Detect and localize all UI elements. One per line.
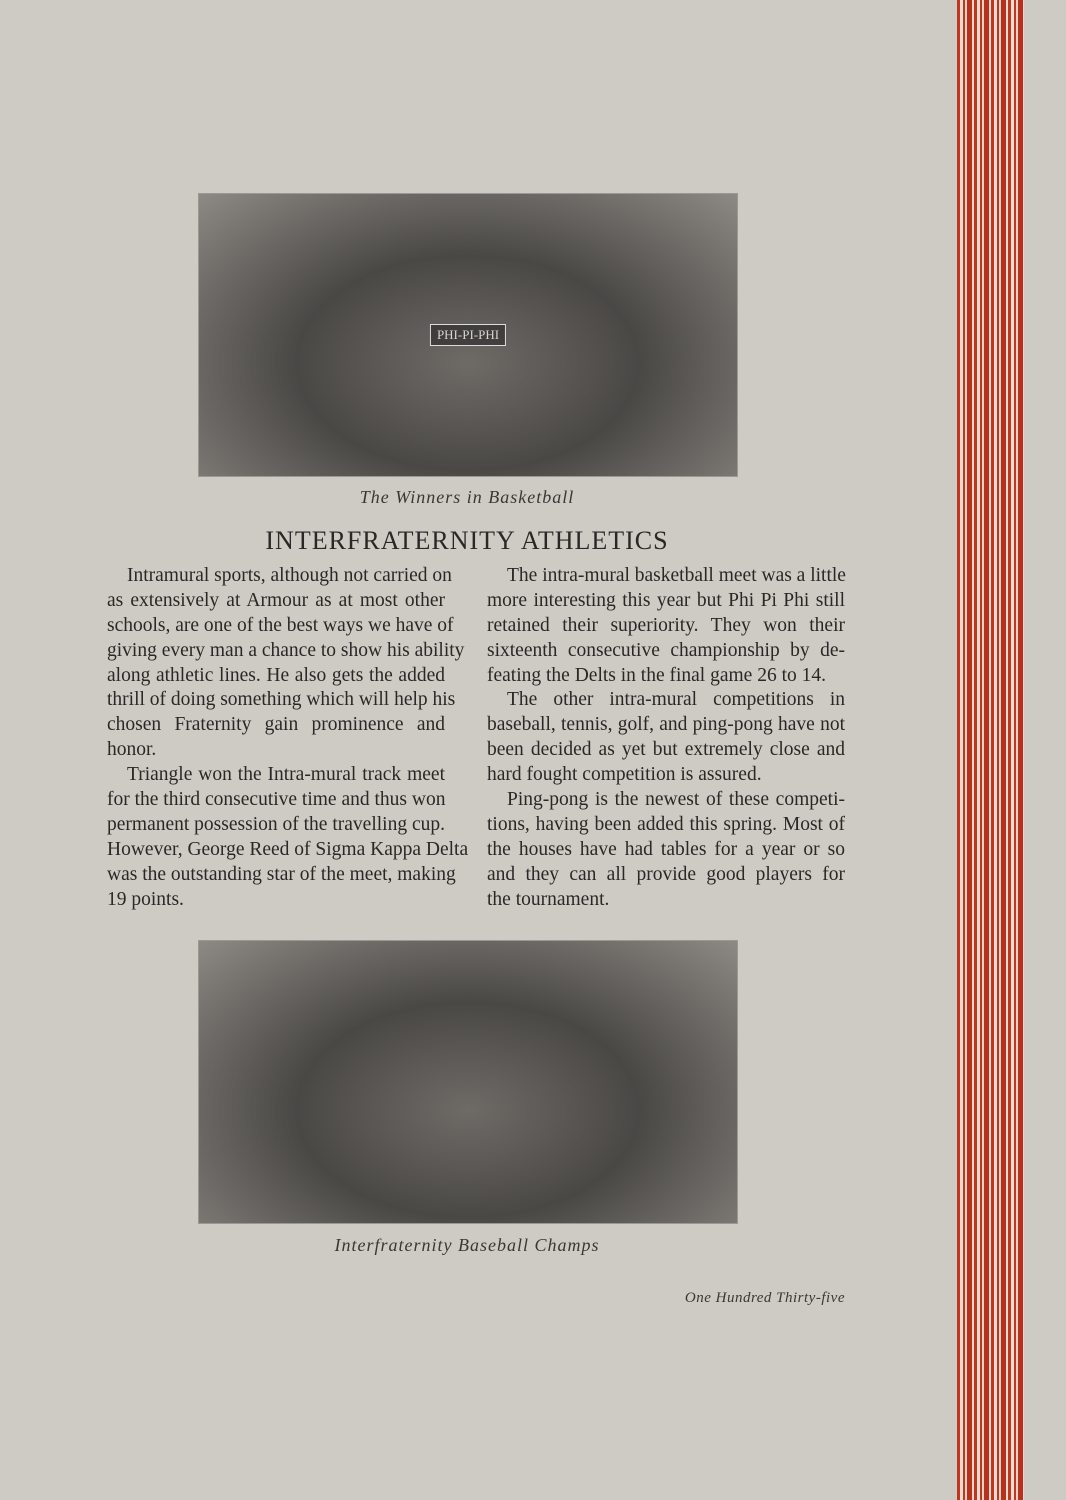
left-column [107,564,469,912]
text-line: Intramural sports, although not carried on [127,565,452,586]
text-line: and they can all provide good players for [487,863,845,885]
text-line: honor. [107,739,157,761]
text-line: thrill of doing something which will help his [107,689,456,711]
right-column [487,564,845,912]
jersey-text: PHI-PI-PHI [430,324,506,346]
text-line: permanent possession of the travelling cup. [107,813,445,835]
page-title: INTERFRATERNITY ATHLETICS [265,526,669,555]
red-stripe-border [957,0,1024,1500]
text-line: Triangle won the Intra-mural track meet [127,764,445,786]
basketball-photo-caption: The Winners in Basketball [359,487,575,507]
text-line: feating the Delts in the final game 26 to 14. [487,664,826,686]
basketball-team-photo [198,193,738,477]
text-line: the tournament. [487,888,610,910]
baseball-team-photo [198,940,738,1224]
text-line: along athletic lines. He also gets the added [107,664,445,686]
text-line: The other intra-mural competitions in [507,689,845,711]
page-number: One Hundred Thirty-five [684,1290,845,1306]
text-line: been decided as yet but extremely close and [487,739,845,761]
text-line: was the outstanding star of the meet, making [107,863,456,885]
baseball-photo-caption: Interfraternity Baseball Champs [334,1235,600,1255]
text-line: for the third consecutive time and thus won [107,789,446,811]
text-line: 19 points. [107,888,184,910]
text-line: However, George Reed of Sigma Kappa Delta [107,838,469,860]
text-line: The intra-mural basketball meet was a little [507,565,846,586]
text-line: more interesting this year but Phi Pi Phi still [487,589,845,611]
text-line: giving every man a chance to show his ability [107,639,465,661]
text-line: as extensively at Armour as at most other [107,589,445,611]
text-line: schools, are one of the best ways we have of [107,614,454,636]
text-line: tions, having been added this spring. Most of [487,813,845,835]
text-line: Ping-pong is the newest of these competi- [507,789,845,811]
text-line: sixteenth consecutive championship by de- [487,639,845,661]
text-line: chosen Fraternity gain prominence and [107,714,445,736]
text-line: hard fought competition is assured. [487,764,762,786]
text-line: baseball, tennis, golf, and ping-pong have not [487,714,845,736]
text-line: the houses have had tables for a year or so [487,838,845,860]
text-line: retained their superiority. They won their [487,614,845,636]
